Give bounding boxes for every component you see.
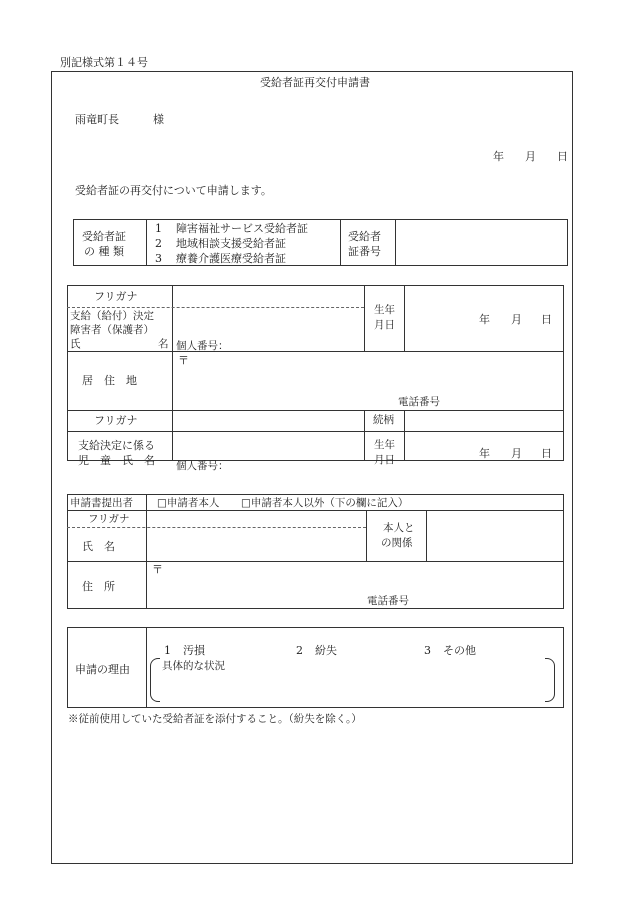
child-birth-label: 生年: [374, 439, 395, 451]
applicant-birth-label: 生年: [374, 304, 395, 316]
applicant-address-field[interactable]: [173, 352, 563, 392]
attachment-note: ※従前使用していた受給者証を添付すること。（紛失を除く。）: [68, 713, 362, 725]
reason-option-text[interactable]: その他: [443, 644, 476, 657]
reason-label: 申請の理由: [75, 663, 130, 676]
applicant-birth-year: 年: [479, 313, 490, 326]
reason-option-text[interactable]: 紛失: [315, 644, 337, 657]
submitter-relation-label-2: の関係: [381, 537, 413, 549]
addressee-suffix: 様: [153, 113, 164, 126]
submitter-name-field[interactable]: [147, 528, 365, 560]
submitter-address-field[interactable]: [147, 562, 563, 592]
submitter-relation-label: 本人と: [383, 522, 415, 534]
child-birth-day: 日: [541, 447, 552, 460]
date-month-label: 月: [525, 150, 536, 163]
child-name-field[interactable]: [173, 432, 363, 456]
submitter-address-label: 住 所: [82, 580, 115, 593]
child-birth-field[interactable]: [405, 432, 563, 460]
submitter-label: 申請書提出者: [70, 497, 133, 509]
cert-option-text[interactable]: 障害福祉サービス受給者証: [176, 222, 308, 235]
child-birth-month: 月: [511, 447, 522, 460]
cert-option-num: 2: [155, 237, 162, 250]
applicant-birth-day: 日: [541, 313, 552, 326]
child-birth-year: 年: [479, 447, 490, 460]
submitter-relation-field[interactable]: [427, 511, 563, 560]
reason-option-num: 3: [424, 644, 431, 657]
child-birth-label-2: 月日: [374, 454, 395, 466]
applicant-postal-mark: 〒: [178, 354, 189, 367]
form-title: 受給者証再交付申請書: [260, 76, 370, 89]
cert-option-text[interactable]: 療養介護医療受給者証: [176, 252, 286, 265]
applicant-name-field[interactable]: [173, 308, 363, 334]
applicant-name-label-3b: 名: [158, 338, 169, 350]
cert-type-label-2: の 種 類: [84, 245, 124, 258]
submitter-other-checkbox[interactable]: □申請者本人以外（下の欄に記入）: [241, 497, 409, 509]
detail-right-bracket: [545, 658, 555, 702]
cert-number-label-2: 証番号: [348, 245, 381, 258]
applicant-phone-label: 電話番号: [398, 396, 440, 408]
cert-option-text[interactable]: 地域相談支援受給者証: [176, 237, 286, 250]
reason-detail-label: 具体的な状況: [162, 660, 225, 672]
applicant-name-label: 支給（給付）決定: [70, 310, 154, 322]
submitter-name-label: 氏 名: [82, 540, 115, 553]
reason-option-num: 2: [296, 644, 303, 657]
applicant-birth-label-2: 月日: [374, 319, 395, 331]
addressee: 雨竜町長: [75, 113, 119, 126]
detail-left-bracket: [150, 658, 160, 702]
submitter-postal-mark: 〒: [152, 563, 163, 576]
reason-option-text[interactable]: 汚損: [183, 644, 205, 657]
cert-option-num: 3: [155, 252, 162, 265]
child-name-label: 支給決定に係る: [78, 439, 155, 452]
cert-option-num: 1: [155, 222, 162, 235]
applicant-name-label-2: 障害者（保護者）: [70, 324, 154, 336]
child-furigana-label: フリガナ: [94, 414, 138, 427]
applicant-name-label-3a: 氏: [70, 338, 81, 350]
child-relation-label: 続柄: [373, 414, 394, 426]
date-year-label: 年: [493, 150, 504, 163]
submitter-self-checkbox[interactable]: □申請者本人: [157, 497, 220, 509]
child-name-label-2: 児 童 氏 名: [78, 454, 155, 467]
applicant-address-label: 居 住 地: [82, 374, 137, 387]
intro-text: 受給者証の再交付について申請します。: [75, 184, 272, 197]
submitter-furigana-label: フリガナ: [88, 513, 130, 525]
child-personal-number-label: 個人番号：: [176, 460, 229, 472]
cert-type-label: 受給者証: [82, 230, 126, 243]
applicant-furigana-label: フリガナ: [94, 290, 138, 303]
applicant-birth-field[interactable]: [405, 286, 563, 350]
child-relation-field[interactable]: [405, 411, 563, 430]
reason-detail-field[interactable]: [162, 675, 542, 700]
submitter-phone-label: 電話番号: [367, 595, 409, 607]
form-number: 別記様式第１４号: [60, 56, 148, 69]
reason-option-num: 1: [164, 644, 171, 657]
child-furigana-field[interactable]: [173, 411, 363, 430]
cert-number-field[interactable]: [396, 220, 567, 265]
applicant-birth-month: 月: [511, 313, 522, 326]
submitter-furigana-field[interactable]: [147, 511, 365, 526]
applicant-personal-number-label: 個人番号：: [176, 340, 229, 352]
cert-number-label: 受給者: [348, 230, 381, 243]
applicant-furigana-field[interactable]: [173, 286, 363, 306]
date-day-label: 日: [557, 150, 568, 163]
